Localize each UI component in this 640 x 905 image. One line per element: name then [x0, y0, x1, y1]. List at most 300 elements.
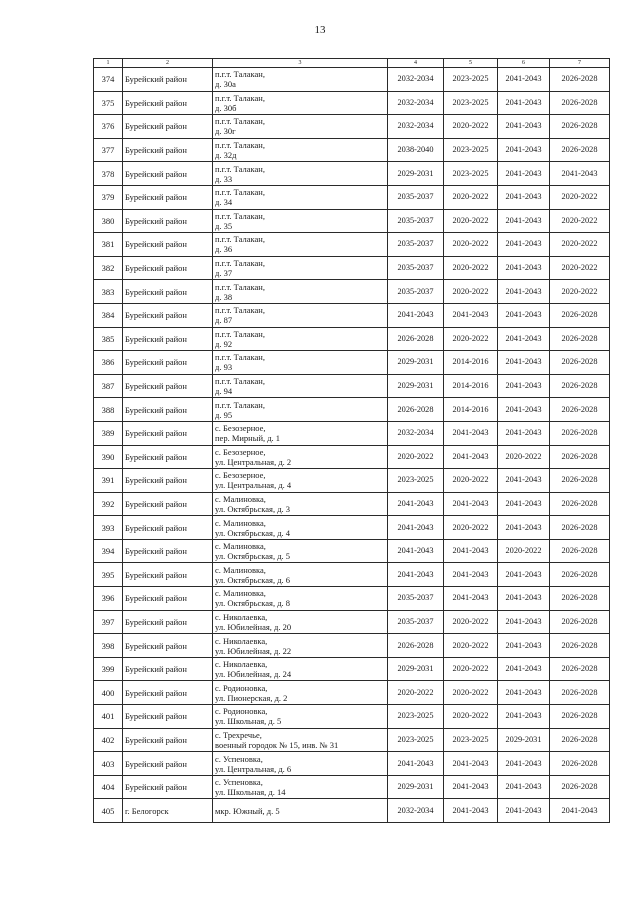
- address-cell: [213, 469, 388, 493]
- address-cell: [213, 445, 388, 469]
- header-row: [94, 59, 610, 68]
- period-col7-cell: 2026-2028: [550, 610, 610, 634]
- address-cell: [213, 68, 388, 92]
- district-cell: Бурейский район: [123, 445, 213, 469]
- row-number-cell: 389: [94, 421, 123, 445]
- district-cell: Бурейский район: [123, 233, 213, 257]
- district-cell: Бурейский район: [123, 351, 213, 375]
- row-number-cell: 383: [94, 280, 123, 304]
- period-col5-cell: 2020-2022: [444, 256, 498, 280]
- row-number-cell: 376: [94, 115, 123, 139]
- period-col6-cell: 2041-2043: [498, 492, 550, 516]
- address-line-1: мкр. Южный, д. 5: [215, 805, 280, 816]
- period-col5-cell: 2023-2025: [444, 91, 498, 115]
- address-line-1: п.г.т. Талакан,: [215, 281, 265, 292]
- period-col4-cell: 2029-2031: [388, 374, 444, 398]
- address-line-2: ул. Октябрьская, д. 4: [215, 527, 291, 538]
- period-col6-cell: 2041-2043: [498, 327, 550, 351]
- address-cell: [213, 516, 388, 540]
- address-line-2: д. 30б: [215, 102, 237, 113]
- district-cell: Бурейский район: [123, 256, 213, 280]
- row-number-cell: 392: [94, 492, 123, 516]
- period-col4-cell: 2035-2037: [388, 256, 444, 280]
- address-line-1: с. Трехречье,: [215, 729, 262, 740]
- period-col6-cell: 2041-2043: [498, 634, 550, 658]
- address-line-2: ул. Школьная, д. 5: [215, 716, 282, 727]
- address-line-1: с. Николаевка,: [215, 659, 268, 670]
- period-col7-cell: 2026-2028: [550, 775, 610, 799]
- address-cell: [213, 539, 388, 563]
- period-col5-cell: 2023-2025: [444, 138, 498, 162]
- address-cell: [213, 563, 388, 587]
- period-col7-cell: 2020-2022: [550, 233, 610, 257]
- address-cell: [213, 162, 388, 186]
- period-col7-cell: 2020-2022: [550, 209, 610, 233]
- period-col7-cell: 2026-2028: [550, 516, 610, 540]
- table-row: [94, 421, 610, 445]
- address-line-1: п.г.т. Талакан,: [215, 305, 265, 316]
- period-col7-cell: 2026-2028: [550, 705, 610, 729]
- address-cell: [213, 492, 388, 516]
- row-number-cell: 405: [94, 799, 123, 823]
- address-line-1: с. Успеновка,: [215, 777, 263, 788]
- period-col7-cell: 2026-2028: [550, 421, 610, 445]
- period-col4-cell: 2035-2037: [388, 233, 444, 257]
- address-line-1: с. Безозерное,: [215, 470, 266, 481]
- address-cell: [213, 303, 388, 327]
- district-cell: Бурейский район: [123, 657, 213, 681]
- district-cell: Бурейский район: [123, 421, 213, 445]
- period-col5-cell: 2023-2025: [444, 68, 498, 92]
- row-number-cell: 381: [94, 233, 123, 257]
- table-body: [94, 68, 610, 823]
- period-col5-cell: 2020-2022: [444, 681, 498, 705]
- address-line-2: ул. Школьная, д. 14: [215, 787, 286, 798]
- address-cell: [213, 799, 388, 823]
- housing-schedule-table: [93, 58, 610, 823]
- address-cell: [213, 233, 388, 257]
- district-cell: Бурейский район: [123, 775, 213, 799]
- row-number-cell: 401: [94, 705, 123, 729]
- table-row: [94, 280, 610, 304]
- period-col5-cell: 2020-2022: [444, 657, 498, 681]
- district-cell: Бурейский район: [123, 280, 213, 304]
- period-col4-cell: 2032-2034: [388, 421, 444, 445]
- period-col6-cell: 2029-2031: [498, 728, 550, 752]
- table-row: [94, 587, 610, 611]
- period-col4-cell: 2041-2043: [388, 492, 444, 516]
- period-col5-cell: 2023-2025: [444, 162, 498, 186]
- period-col7-cell: 2026-2028: [550, 634, 610, 658]
- period-col6-cell: 2041-2043: [498, 256, 550, 280]
- period-col4-cell: 2035-2037: [388, 280, 444, 304]
- period-col7-cell: 2026-2028: [550, 374, 610, 398]
- address-line-2: ул. Юбилейная, д. 24: [215, 669, 292, 680]
- column-number-7: 7: [550, 59, 610, 68]
- column-number-4: 4: [388, 59, 444, 68]
- table-header: [94, 59, 610, 68]
- page-number: 13: [314, 24, 326, 36]
- district-cell: Бурейский район: [123, 516, 213, 540]
- address-cell: [213, 705, 388, 729]
- table-row: [94, 445, 610, 469]
- address-line-2: д. 37: [215, 268, 233, 279]
- period-col6-cell: 2041-2043: [498, 303, 550, 327]
- address-line-2: ул. Октябрьская, д. 8: [215, 598, 291, 609]
- table-row: [94, 209, 610, 233]
- row-number-cell: 394: [94, 539, 123, 563]
- table-row: [94, 775, 610, 799]
- period-col4-cell: 2029-2031: [388, 351, 444, 375]
- period-col7-cell: 2026-2028: [550, 752, 610, 776]
- table-row: [94, 185, 610, 209]
- table-row: [94, 634, 610, 658]
- address-line-1: п.г.т. Талакан,: [215, 258, 265, 269]
- period-col6-cell: 2020-2022: [498, 539, 550, 563]
- row-number-cell: 382: [94, 256, 123, 280]
- table-row: [94, 799, 610, 823]
- address-line-2: д. 93: [215, 362, 233, 373]
- period-col5-cell: 2041-2043: [444, 421, 498, 445]
- table-row: [94, 657, 610, 681]
- period-col6-cell: 2041-2043: [498, 775, 550, 799]
- district-cell: Бурейский район: [123, 185, 213, 209]
- period-col7-cell: 2020-2022: [550, 280, 610, 304]
- address-cell: [213, 351, 388, 375]
- table-row: [94, 68, 610, 92]
- period-col6-cell: 2041-2043: [498, 209, 550, 233]
- address-cell: [213, 752, 388, 776]
- column-number-1: 1: [94, 59, 123, 68]
- table-row: [94, 752, 610, 776]
- period-col7-cell: 2026-2028: [550, 115, 610, 139]
- district-cell: Бурейский район: [123, 209, 213, 233]
- address-line-2: д. 30а: [215, 79, 236, 90]
- period-col4-cell: 2023-2025: [388, 469, 444, 493]
- table-row: [94, 162, 610, 186]
- period-col6-cell: 2041-2043: [498, 162, 550, 186]
- address-line-1: п.г.т. Талакан,: [215, 376, 265, 387]
- period-col5-cell: 2041-2043: [444, 539, 498, 563]
- period-col6-cell: 2041-2043: [498, 374, 550, 398]
- period-col5-cell: 2041-2043: [444, 587, 498, 611]
- period-col4-cell: 2032-2034: [388, 799, 444, 823]
- address-cell: [213, 681, 388, 705]
- table-row: [94, 91, 610, 115]
- period-col6-cell: 2041-2043: [498, 233, 550, 257]
- row-number-cell: 388: [94, 398, 123, 422]
- row-number-cell: 385: [94, 327, 123, 351]
- address-cell: [213, 634, 388, 658]
- address-line-2: д. 33: [215, 173, 233, 184]
- district-cell: Бурейский район: [123, 705, 213, 729]
- district-cell: Бурейский район: [123, 303, 213, 327]
- period-col5-cell: 2020-2022: [444, 233, 498, 257]
- address-line-2: д. 94: [215, 386, 233, 397]
- period-col7-cell: 2020-2022: [550, 185, 610, 209]
- address-line-1: п.г.т. Талакан,: [215, 234, 265, 245]
- address-line-1: с. Николаевка,: [215, 635, 268, 646]
- period-col7-cell: 2041-2043: [550, 162, 610, 186]
- district-cell: Бурейский район: [123, 374, 213, 398]
- district-cell: Бурейский район: [123, 752, 213, 776]
- address-line-1: с. Малиновка,: [215, 588, 266, 599]
- row-number-cell: 390: [94, 445, 123, 469]
- row-number-cell: 380: [94, 209, 123, 233]
- address-line-1: с. Малиновка,: [215, 541, 266, 552]
- period-col7-cell: 2026-2028: [550, 563, 610, 587]
- period-col5-cell: 2041-2043: [444, 752, 498, 776]
- period-col4-cell: 2041-2043: [388, 303, 444, 327]
- period-col4-cell: 2023-2025: [388, 728, 444, 752]
- period-col4-cell: 2029-2031: [388, 162, 444, 186]
- district-cell: Бурейский район: [123, 681, 213, 705]
- table-row: [94, 728, 610, 752]
- period-col6-cell: 2041-2043: [498, 657, 550, 681]
- address-line-2: военный городок № 15, инв. № 31: [215, 739, 339, 750]
- address-line-2: д. 87: [215, 315, 233, 326]
- period-col5-cell: 2041-2043: [444, 445, 498, 469]
- period-col5-cell: 2020-2022: [444, 327, 498, 351]
- address-line-2: д. 30г: [215, 126, 236, 137]
- table-row: [94, 351, 610, 375]
- address-line-1: п.г.т. Талакан,: [215, 328, 265, 339]
- period-col5-cell: 2014-2016: [444, 351, 498, 375]
- period-col4-cell: 2041-2043: [388, 752, 444, 776]
- address-line-2: ул. Центральная, д. 4: [215, 480, 292, 491]
- address-cell: [213, 256, 388, 280]
- address-line-1: п.г.т. Талакан,: [215, 210, 265, 221]
- period-col7-cell: 2026-2028: [550, 351, 610, 375]
- period-col6-cell: 2041-2043: [498, 610, 550, 634]
- period-col7-cell: 2026-2028: [550, 657, 610, 681]
- address-line-1: п.г.т. Талакан,: [215, 187, 265, 198]
- address-line-1: п.г.т. Талакан,: [215, 399, 265, 410]
- address-line-2: д. 34: [215, 197, 233, 208]
- period-col5-cell: 2020-2022: [444, 705, 498, 729]
- address-cell: [213, 657, 388, 681]
- address-line-2: д. 35: [215, 220, 233, 231]
- period-col7-cell: 2026-2028: [550, 68, 610, 92]
- row-number-cell: 393: [94, 516, 123, 540]
- address-cell: [213, 209, 388, 233]
- period-col5-cell: 2041-2043: [444, 799, 498, 823]
- district-cell: Бурейский район: [123, 634, 213, 658]
- period-col7-cell: 2026-2028: [550, 398, 610, 422]
- district-cell: Бурейский район: [123, 469, 213, 493]
- column-number-5: 5: [444, 59, 498, 68]
- period-col4-cell: 2026-2028: [388, 634, 444, 658]
- period-col6-cell: 2041-2043: [498, 115, 550, 139]
- table-row: [94, 610, 610, 634]
- district-cell: Бурейский район: [123, 138, 213, 162]
- period-col5-cell: 2041-2043: [444, 563, 498, 587]
- period-col6-cell: 2041-2043: [498, 280, 550, 304]
- period-col6-cell: 2041-2043: [498, 681, 550, 705]
- period-col6-cell: 2041-2043: [498, 752, 550, 776]
- district-cell: Бурейский район: [123, 539, 213, 563]
- period-col5-cell: 2020-2022: [444, 516, 498, 540]
- period-col4-cell: 2029-2031: [388, 775, 444, 799]
- table-row: [94, 303, 610, 327]
- period-col6-cell: 2041-2043: [498, 469, 550, 493]
- row-number-cell: 404: [94, 775, 123, 799]
- table-row: [94, 115, 610, 139]
- period-col4-cell: 2029-2031: [388, 657, 444, 681]
- period-col7-cell: 2026-2028: [550, 445, 610, 469]
- row-number-cell: 374: [94, 68, 123, 92]
- period-col6-cell: 2041-2043: [498, 68, 550, 92]
- row-number-cell: 378: [94, 162, 123, 186]
- period-col6-cell: 2041-2043: [498, 799, 550, 823]
- period-col4-cell: 2032-2034: [388, 115, 444, 139]
- address-cell: [213, 138, 388, 162]
- period-col4-cell: 2035-2037: [388, 185, 444, 209]
- district-cell: Бурейский район: [123, 162, 213, 186]
- period-col4-cell: 2038-2040: [388, 138, 444, 162]
- table-row: [94, 256, 610, 280]
- district-cell: Бурейский район: [123, 398, 213, 422]
- row-number-cell: 402: [94, 728, 123, 752]
- address-line-1: с. Родионовка,: [215, 706, 268, 717]
- address-line-2: ул. Пионерская, д. 2: [215, 692, 288, 703]
- period-col5-cell: 2041-2043: [444, 303, 498, 327]
- period-col6-cell: 2041-2043: [498, 185, 550, 209]
- district-cell: Бурейский район: [123, 587, 213, 611]
- address-line-1: с. Малиновка,: [215, 564, 266, 575]
- row-number-cell: 391: [94, 469, 123, 493]
- address-cell: [213, 398, 388, 422]
- row-number-cell: 387: [94, 374, 123, 398]
- period-col4-cell: 2026-2028: [388, 398, 444, 422]
- period-col6-cell: 2020-2022: [498, 445, 550, 469]
- period-col4-cell: 2041-2043: [388, 539, 444, 563]
- address-line-2: ул. Юбилейная, д. 22: [215, 645, 292, 656]
- period-col5-cell: 2014-2016: [444, 374, 498, 398]
- table-row: [94, 681, 610, 705]
- district-cell: г. Белогорск: [123, 799, 213, 823]
- table-row: [94, 705, 610, 729]
- period-col6-cell: 2041-2043: [498, 705, 550, 729]
- address-cell: [213, 610, 388, 634]
- address-line-2: д. 38: [215, 291, 233, 302]
- address-line-1: с. Успеновка,: [215, 753, 263, 764]
- address-cell: [213, 280, 388, 304]
- address-cell: [213, 327, 388, 351]
- address-cell: [213, 775, 388, 799]
- address-line-2: ул. Центральная, д. 6: [215, 763, 292, 774]
- period-col6-cell: 2041-2043: [498, 563, 550, 587]
- table-row: [94, 374, 610, 398]
- period-col7-cell: 2020-2022: [550, 256, 610, 280]
- period-col5-cell: 2041-2043: [444, 492, 498, 516]
- address-line-2: ул. Центральная, д. 2: [215, 456, 292, 467]
- table-row: [94, 469, 610, 493]
- period-col6-cell: 2041-2043: [498, 398, 550, 422]
- district-cell: Бурейский район: [123, 115, 213, 139]
- period-col7-cell: 2026-2028: [550, 492, 610, 516]
- period-col7-cell: 2026-2028: [550, 91, 610, 115]
- address-line-1: п.г.т. Талакан,: [215, 116, 265, 127]
- address-line-1: п.г.т. Талакан,: [215, 352, 265, 363]
- row-number-cell: 377: [94, 138, 123, 162]
- address-line-2: д. 32д: [215, 150, 237, 161]
- period-col7-cell: 2026-2028: [550, 539, 610, 563]
- period-col6-cell: 2041-2043: [498, 421, 550, 445]
- address-line-1: с. Безозерное,: [215, 446, 266, 457]
- column-number-2: 2: [123, 59, 213, 68]
- period-col5-cell: 2020-2022: [444, 469, 498, 493]
- row-number-cell: 399: [94, 657, 123, 681]
- period-col4-cell: 2026-2028: [388, 327, 444, 351]
- table-row: [94, 233, 610, 257]
- address-cell: [213, 374, 388, 398]
- table-row: [94, 398, 610, 422]
- address-line-2: ул. Октябрьская, д. 5: [215, 551, 291, 562]
- period-col4-cell: 2035-2037: [388, 610, 444, 634]
- period-col4-cell: 2041-2043: [388, 563, 444, 587]
- period-col5-cell: 2020-2022: [444, 610, 498, 634]
- address-cell: [213, 185, 388, 209]
- address-line-1: с. Николаевка,: [215, 611, 268, 622]
- period-col4-cell: 2032-2034: [388, 91, 444, 115]
- district-cell: Бурейский район: [123, 563, 213, 587]
- address-cell: [213, 115, 388, 139]
- period-col7-cell: 2026-2028: [550, 138, 610, 162]
- table-row: [94, 563, 610, 587]
- row-number-cell: 397: [94, 610, 123, 634]
- district-cell: Бурейский район: [123, 91, 213, 115]
- row-number-cell: 395: [94, 563, 123, 587]
- period-col4-cell: 2041-2043: [388, 516, 444, 540]
- column-number-3: 3: [213, 59, 388, 68]
- period-col7-cell: 2026-2028: [550, 681, 610, 705]
- district-cell: Бурейский район: [123, 492, 213, 516]
- row-number-cell: 384: [94, 303, 123, 327]
- period-col4-cell: 2035-2037: [388, 209, 444, 233]
- period-col5-cell: 2020-2022: [444, 209, 498, 233]
- period-col5-cell: 2041-2043: [444, 775, 498, 799]
- period-col4-cell: 2032-2034: [388, 68, 444, 92]
- period-col7-cell: 2026-2028: [550, 728, 610, 752]
- row-number-cell: 398: [94, 634, 123, 658]
- address-cell: [213, 587, 388, 611]
- period-col5-cell: 2020-2022: [444, 280, 498, 304]
- table-row: [94, 492, 610, 516]
- address-line-1: п.г.т. Талакан,: [215, 140, 265, 151]
- address-line-1: с. Малиновка,: [215, 517, 266, 528]
- table-row: [94, 327, 610, 351]
- period-col4-cell: 2020-2022: [388, 445, 444, 469]
- address-line-1: п.г.т. Талакан,: [215, 92, 265, 103]
- address-line-2: ул. Октябрьская, д. 3: [215, 503, 291, 514]
- row-number-cell: 375: [94, 91, 123, 115]
- period-col7-cell: 2026-2028: [550, 587, 610, 611]
- address-line-2: д. 92: [215, 338, 233, 349]
- address-line-2: д. 36: [215, 244, 233, 255]
- table-row: [94, 539, 610, 563]
- period-col7-cell: 2026-2028: [550, 327, 610, 351]
- row-number-cell: 379: [94, 185, 123, 209]
- period-col7-cell: 2041-2043: [550, 799, 610, 823]
- table-row: [94, 138, 610, 162]
- address-line-1: п.г.т. Талакан,: [215, 69, 265, 80]
- address-line-2: ул. Октябрьская, д. 6: [215, 574, 291, 585]
- period-col5-cell: 2020-2022: [444, 115, 498, 139]
- period-col5-cell: 2023-2025: [444, 728, 498, 752]
- column-number-6: 6: [498, 59, 550, 68]
- address-line-1: п.г.т. Талакан,: [215, 163, 265, 174]
